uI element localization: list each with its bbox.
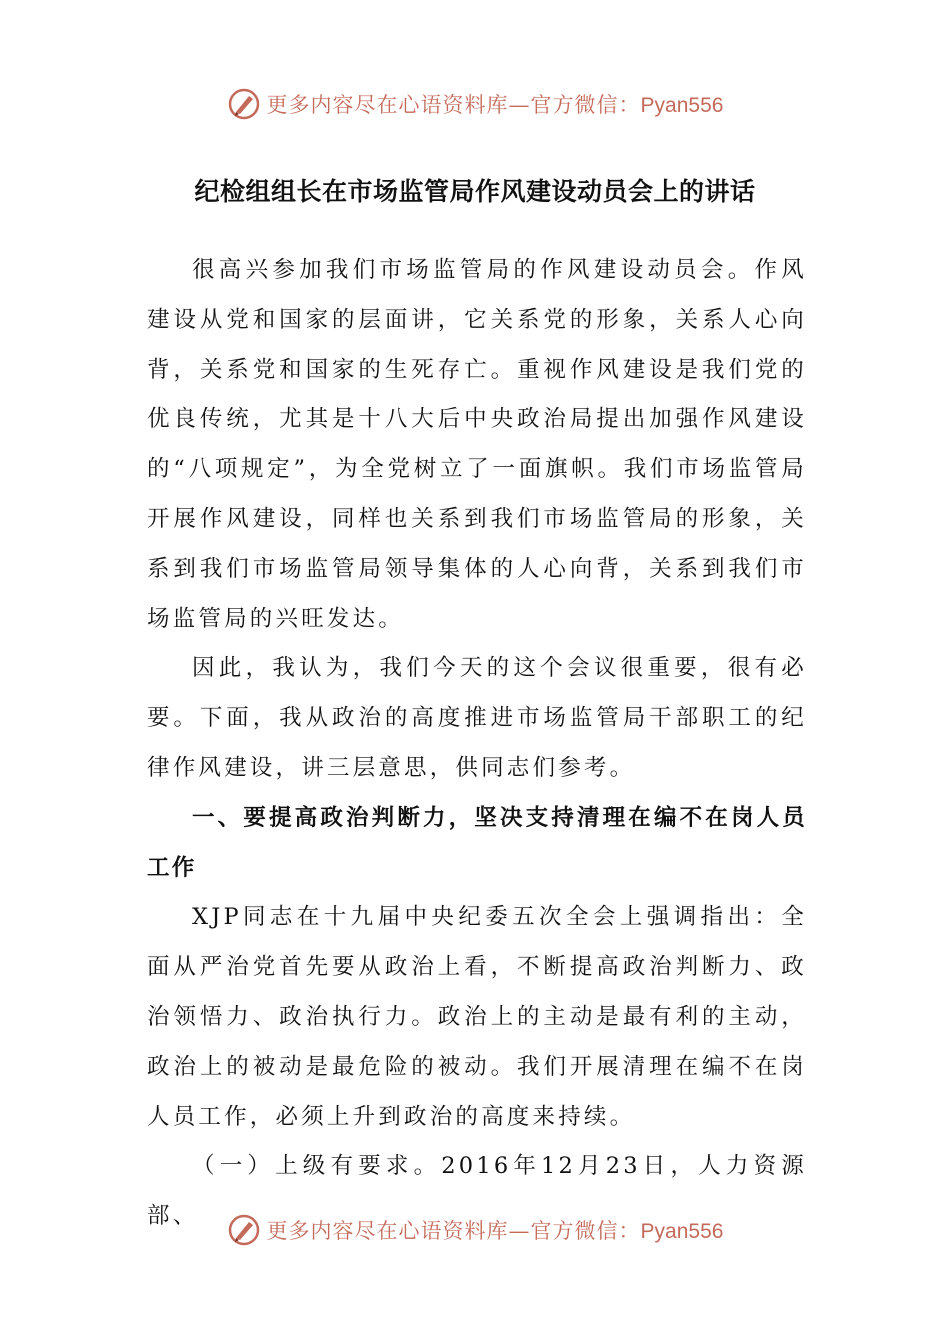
paragraph: （一）上级有要求。2016年12月23日，人力资源部、 [147,1153,807,1230]
section-heading: 一、要提高政治判断力，坚决支持清理在编不在岗人员工作 [147,804,807,881]
watermark-banner-bottom [0,1210,950,1250]
document-body [147,246,807,1242]
watermark-text: 更多内容尽在心语资料库—官方微信：Pyan556 [266,1219,724,1243]
pen-logo-icon [227,87,261,121]
watermark-banner-top [0,84,950,124]
watermark-handle: Pyan556 [640,94,724,117]
pen-logo-icon [227,1213,261,1247]
watermark-text: 更多内容尽在心语资料库—官方微信：Pyan556 [266,93,724,117]
paragraph: 因此，我认为，我们今天的这个会议很重要，很有必要。下面，我从政治的高度推进市场监管局干部职工的纪律作风建设，讲三层意思，供同志们参考。 [147,655,807,781]
paragraph: XJP同志在十九届中央纪委五次全会上强调指出：全面从严治党首先要从政治上看，不断提高政治判断力、政治领悟力、政治执行力。政治上的主动是最有利的主动，政治上的被动是最危险的被动。我们开展清理在编不在岗人员工作，必须上升到政治的高度来持续。 [147,904,807,1130]
document-title: 纪检组组长在市场监管局作风建设动员会上的讲话 [194,177,756,206]
watermark-handle: Pyan556 [640,1220,724,1243]
paragraph: 很高兴参加我们市场监管局的作风建设动员会。作风建设从党和国家的层面讲，它关系党的形象，关系人心向背，关系党和国家的生死存亡。重视作风建设是我们党的优良传统，尤其是十八大后中央政治局提出加强作风建设的“八项规定”，为全党树立了一面旗帜。我们市场监管局开展作风建设，同样也关系到我们市场监管局的形象，关系到我们市场监管局领导集体的人心向背，关系到我们市场监管局的兴旺发达。 [147,257,807,632]
